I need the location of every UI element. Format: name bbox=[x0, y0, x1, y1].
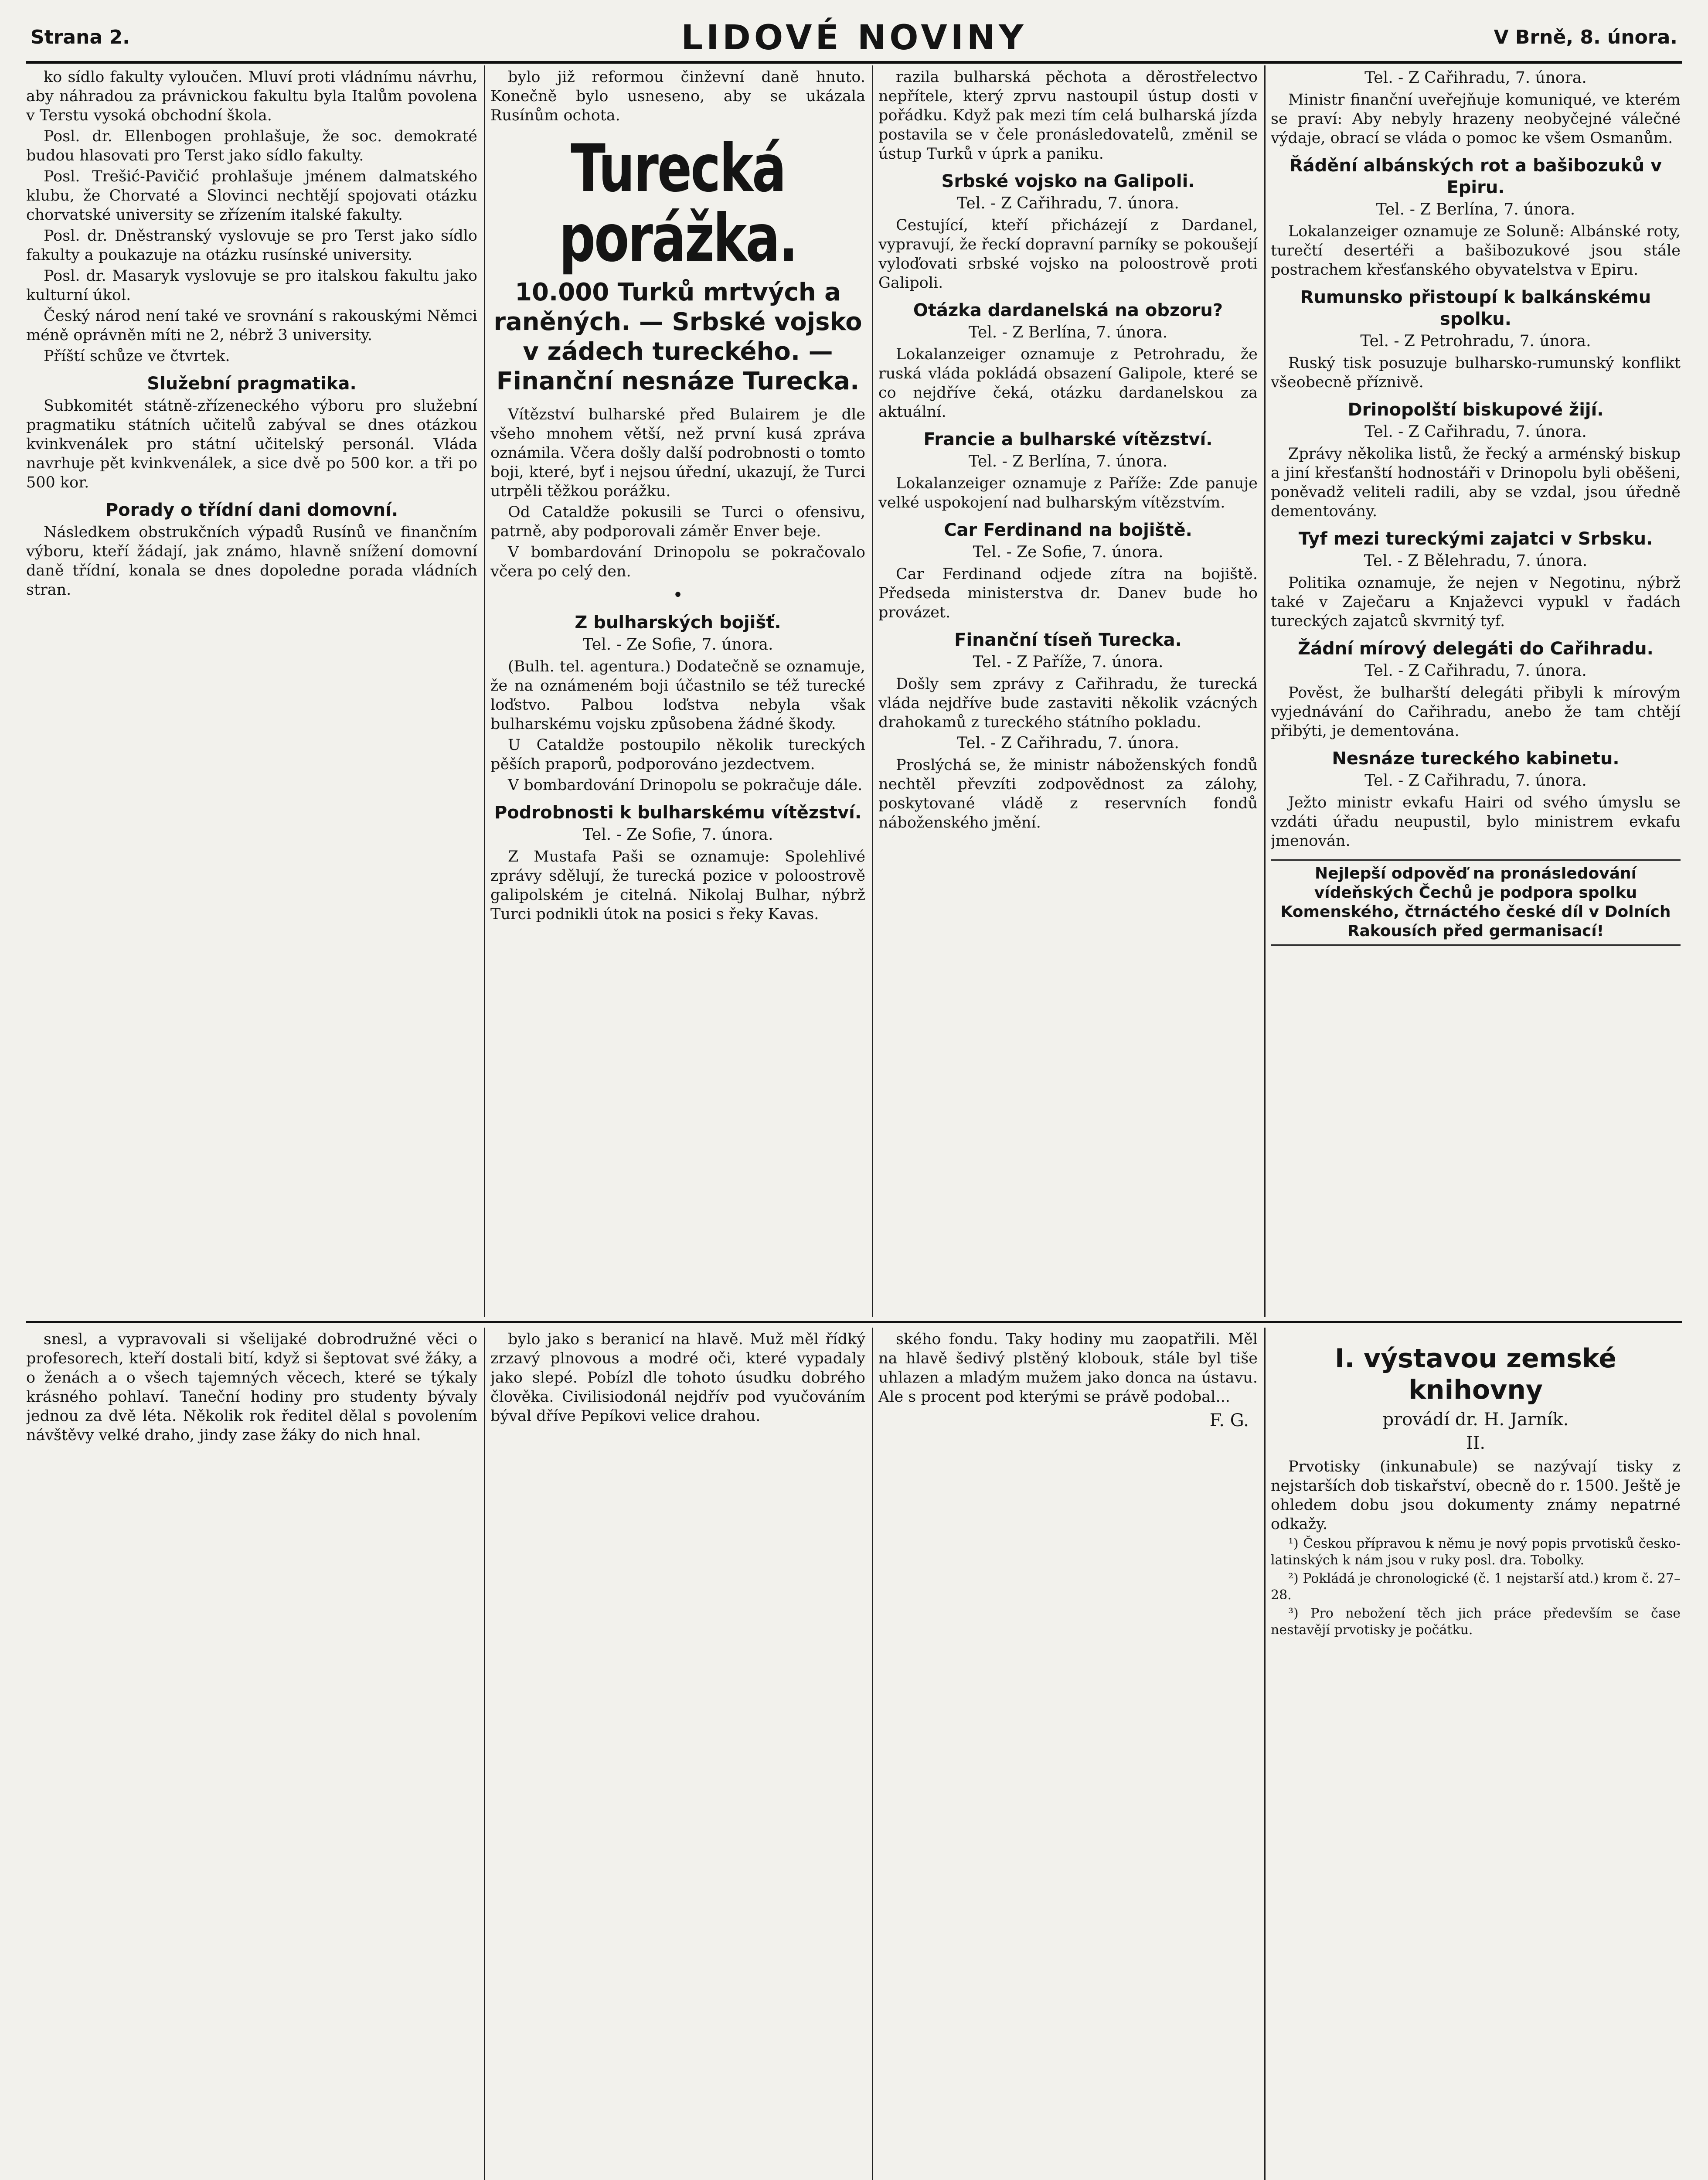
dateline: Tel. - Z Cařihradu, 7. února. bbox=[1364, 772, 1587, 790]
issue-date: V Brně, 8. února. bbox=[1494, 26, 1677, 48]
dateline: Tel. - Z Cařihradu, 7. února. bbox=[957, 194, 1179, 212]
dateline: Tel. - Z Cařihradu, 7. února. bbox=[1364, 662, 1587, 680]
paragraph: Posl. dr. Ellenbogen prohlašuje, že soc. demokraté budou hlasovati pro Terst jako sídlo fakulty. bbox=[26, 128, 477, 164]
section-heading: Otázka dardanelská na obzoru? bbox=[913, 300, 1223, 320]
paragraph: (Bulh. tel. agentura.) Dodatečně se oznamuje, že na oznámeném boji účastnilo se též turecké loďstvo. Palbou loďstva nebyla však bulharskému vojsku způsobena žádné škody. bbox=[490, 658, 865, 733]
section-heading: Z bulharských bojišť. bbox=[575, 613, 781, 633]
section-heading: Řádění albánských rot a bašibozuků v Epiru. bbox=[1289, 156, 1662, 198]
paragraph: Ježto ministr evkafu Hairi od svého úmyslu se vzdáti úřadu neupustil, bylo ministrem evkafu jmenován. bbox=[1271, 794, 1681, 850]
paragraph: Příští schůze ve čtvrtek. bbox=[44, 347, 230, 365]
paragraph: Lokalanzeiger oznamuje z Paříže: Zde panuje velké uspokojení nad bulharským vítězstvím. bbox=[878, 475, 1258, 511]
footnote: ²) Pokládá je chronologické (č. 1 nejstarší atd.) krom č. 27–28. bbox=[1271, 1571, 1681, 1603]
dateline: Tel. - Z Cařihradu, 7. února. bbox=[1364, 423, 1587, 441]
paragraph: bylo již reformou činževní daně hnuto. Konečně bylo usneseno, aby se ukázala Rusínům ochota. bbox=[490, 68, 865, 124]
dateline: Tel. - Z Berlína, 7. února. bbox=[968, 324, 1168, 341]
column-rule bbox=[872, 65, 873, 1317]
feuilleton-column-3 bbox=[878, 1330, 1258, 2180]
paragraph: Ministr finanční uveřejňuje komuniqué, ve kterém se praví: Aby nebyly hrazeny neobyčejné válečné výdaje, obrací se vláda o pomoc ke všem Osmanům. bbox=[1271, 91, 1681, 147]
paragraph: Lokalanzeiger oznamuje z Petrohradu, že ruská vláda pokládá obsazení Galipole, které se co nejdříve čeká, otázku dardanelskou za aktuální. bbox=[878, 346, 1258, 421]
section-heading: Porady o třídní dani domovní. bbox=[105, 500, 398, 520]
separator: • bbox=[673, 585, 683, 605]
paragraph: bylo jako s beranicí na hlavě. Muž měl řídký zrzavý plnovous a modré oči, které vypadaly jako slepé. Pobízl dle tohoto úsudku dobrého člověka. Civilisiodonál nejdřív pod vyučováním býval dříve Pepíkovi velice drahou. bbox=[490, 1331, 865, 1425]
section-heading: Tyf mezi tureckými zajatci v Srbsku. bbox=[1298, 529, 1653, 549]
section-heading: Nesnáze tureckého kabinetu. bbox=[1332, 749, 1620, 769]
footnote: ¹) Českou přípravou k němu je nový popis prvotisků česko-latinských k nám jsou v ruky posl. dra. Tobolky. bbox=[1271, 1536, 1681, 1568]
column-rule bbox=[484, 1328, 485, 2180]
paragraph: razila bulharská pěchota a děrostřelectvo nepřítele, který zprvu nastoupil ústup dosti v pořádku. Když pak mezi tím celá bulharská jízda postavila se v čele pronásledovatelů, změnil se ústup Turků v úprk a paniku. bbox=[878, 68, 1258, 163]
paragraph: Prvotisky (inkunabule) se nazývají tisky z nejstarších dob tiskařství, obecně do r. 1500. Ještě je ohledem dobu jsou dokumenty známy nepatrné odkažy. bbox=[1271, 1458, 1681, 1533]
dateline: Tel. - Z Paříže, 7. února. bbox=[973, 653, 1164, 671]
paragraph: Zprávy několika listů, že řecký a arménský biskup a jiní křesťanští hodnostáři v Drinopolu byli oběšeni, poněvadž veliteli radili, aby se vzdal, jsou úředně dementovány. bbox=[1271, 445, 1681, 520]
feuilleton-rule bbox=[26, 1321, 1682, 1323]
dateline: Tel. - Ze Sofie, 7. února. bbox=[582, 636, 773, 654]
feuilleton-column-4 bbox=[1271, 1330, 1681, 2180]
page-number: Strana 2. bbox=[31, 26, 130, 48]
section-heading: Podrobnosti k bulharskému vítězství. bbox=[494, 803, 862, 823]
dateline: Tel. - Z Petrohradu, 7. února. bbox=[1360, 332, 1591, 350]
paragraph: Subkomitét státně-zřízeneckého výboru pro služební pragmatiku státních učitelů zabýval se dnes otázkou kvinkvenálek pro státní učitelský personál. Vláda navrhuje pět kvinkvenálek, a sice dvě po 500 kor. a tři po 500 kor. bbox=[26, 397, 477, 491]
paragraph: snesl, a vypravovali si všelijaké dobrodružné věci o profesorech, kteří dostali bití, když si šeptovat své žáky, a o ženách a o všech tajemných věcech, které se týkaly krásného pohlaví. Taneční hodiny pro studenty bývaly jednou za dvě léta. Několik rok ředitel dělal s povolením návštěvy velké draho, jindy zase žáky do nich hnal. bbox=[26, 1331, 477, 1444]
dateline: Tel. - Z Bělehradu, 7. února. bbox=[1364, 552, 1588, 570]
section-heading: Car Ferdinand na bojiště. bbox=[944, 520, 1192, 540]
paragraph: Politika oznamuje, že nejen v Negotinu, nýbrž také v Zaječaru a Knjaževci vypukl v řadách tureckých zajatců skvrnitý tyf. bbox=[1271, 574, 1681, 630]
column-1 bbox=[26, 68, 477, 1319]
headline: Turecká porážka. bbox=[559, 131, 797, 276]
feuilleton-column-2 bbox=[490, 1330, 865, 2180]
paragraph: U Cataldže postoupilo několik tureckých pěších praporů, podporováno jezdectvem. bbox=[490, 736, 865, 773]
paragraph: Car Ferdinand odjede zítra na bojiště. Předseda ministerstva dr. Danev bude ho provázet. bbox=[878, 565, 1258, 621]
column-rule bbox=[1264, 65, 1266, 1317]
paragraph: ského fondu. Taky hodiny mu zaopatřili. Měl na hlavě šedivý plstěný klobouk, stále byl tiše uhlazen a mladým mužem jako donca na ústavu. Ale s procent pod kterými se právě podobal... bbox=[878, 1331, 1258, 1406]
paragraph: Vítězství bulharské před Bulairem je dle všeho mnohem větší, než první kusá zpráva oznámila. Včera došly další podrobnosti o tomto boji, které, byť i nejsou úřední, ukazují, že Turci utrpěli těžkou porážku. bbox=[490, 406, 865, 500]
feuilleton-column-1 bbox=[26, 1330, 477, 2180]
dateline: Tel. - Ze Sofie, 7. února. bbox=[973, 543, 1164, 561]
paragraph: Ruský tisk posuzuje bulharsko-rumunský konflikt všeobecně příznivě. bbox=[1271, 354, 1681, 391]
section-heading: Drinopolští biskupové žijí. bbox=[1347, 400, 1604, 420]
dateline: Tel. - Z Berlína, 7. února. bbox=[1376, 201, 1575, 218]
section-heading: Finanční tíseň Turecka. bbox=[954, 630, 1182, 650]
appeal-note: Nejlepší odpověď na pronásledování vídeňských Čechů je podpora spolku Komenského, čtrnáctého české díl v Dolních Rakousích před germanisací! bbox=[1271, 859, 1681, 946]
paragraph: Cestující, kteří přicházejí z Dardanel, vypravují, že řeckí dopravní parníky se pokoušejí vyloďovati srbské vojsko na poloostrově proti Galipoli. bbox=[878, 217, 1258, 292]
column-rule bbox=[484, 65, 485, 1317]
paragraph: Český národ není také ve srovnání s rakouskými Němci méně oprávněn míti ne 2, nébrž 3 university. bbox=[26, 307, 477, 344]
dateline: Tel. - Z Cařihradu, 7. února. bbox=[1364, 69, 1587, 87]
dateline: Tel. - Ze Sofie, 7. února. bbox=[582, 826, 773, 844]
dateline: Tel. - Z Cařihradu, 7. února. bbox=[957, 734, 1179, 752]
subheadline: 10.000 Turků mrtvých a raněných. — Srbské vojsko v zádech tureckého. — Finanční nesnáze Turecka. bbox=[493, 278, 862, 395]
paragraph: V bombardování Drinopolu se pokračuje dále. bbox=[508, 777, 863, 794]
section-heading: Služební pragmatika. bbox=[147, 374, 357, 394]
paragraph: Došly sem zprávy z Cařihradu, že turecká vláda nejdříve bude zastaviti několik vzácných drahokamů z tureckého státního pokladu. bbox=[878, 675, 1258, 731]
paragraph: Pověst, že bulharští delegáti přibyli k mírovým vyjednávání do Cařihradu, anebo že tam chtějí přibýti, je dementována. bbox=[1271, 684, 1681, 740]
section-heading: Francie a bulharské vítězství. bbox=[923, 429, 1213, 450]
dateline: Tel. - Z Berlína, 7. února. bbox=[968, 453, 1168, 470]
section-heading: Srbské vojsko na Galipoli. bbox=[941, 171, 1195, 191]
paragraph: ko sídlo fakulty vyloučen. Mluví proti vládnímu návrhu, aby náhradou za právnickou fakultu byla Italům povolena v Terstu vysoká obchodní škola. bbox=[26, 68, 477, 124]
section-heading: Žádní mírový delegáti do Cařihradu. bbox=[1298, 639, 1654, 659]
section-heading: Rumunsko přistoupí k balkánskému spolku. bbox=[1300, 287, 1651, 329]
column-rule bbox=[1264, 1328, 1266, 2180]
paragraph: Posl. Trešić-Pavičić prohlašuje jménem dalmatského klubu, že Chorvaté a Slovinci nechtějí spojovati otázku chorvatské university se zřízením italské fakulty. bbox=[26, 168, 477, 224]
paragraph: Proslýchá se, že ministr náboženských fondů nechtěl převzíti zodpovědnost za zálohy, poskytované vládě z reservních fondů náboženského jmění. bbox=[878, 756, 1258, 831]
column-rule bbox=[872, 1328, 873, 2180]
article-byline: provádí dr. H. Jarník. bbox=[1382, 1410, 1569, 1430]
author-signature: F. G. bbox=[1209, 1410, 1249, 1431]
paragraph: Posl. dr. Dněstranský vyslovuje se pro Terst jako sídlo fakulty a poukazuje na otázku rusínské university. bbox=[26, 227, 477, 264]
paragraph: V bombardování Drinopolu se pokračovalo včera po celý den. bbox=[490, 544, 865, 580]
newspaper-title: LIDOVÉ NOVINY bbox=[681, 18, 1027, 58]
paragraph: Z Mustafa Paši se oznamuje: Spolehlivé zprávy sdělují, že turecká pozice v poloostrově galipolském je citelná. Nikolaj Bulhar, nýbrž Turci podnikli útok na posici s řeky Kavas. bbox=[490, 848, 865, 923]
footnote: ³) Pro nebožení těch jich práce především se čase nestavějí prvotisky je počátku. bbox=[1271, 1606, 1681, 1638]
column-4 bbox=[1271, 68, 1681, 1319]
paragraph: Od Cataldže pokusili se Turci o ofensivu, patrně, aby podporovali záměr Enver beje. bbox=[490, 504, 865, 540]
paragraph: Lokalanzeiger oznamuje ze Soluně: Albánské roty, turečtí desertéři a bašibozukové jsou stále postrachem křesťanského obyvatelstva v Epiru. bbox=[1271, 223, 1681, 279]
column-3 bbox=[878, 68, 1258, 1319]
paragraph: Posl. dr. Masaryk vyslovuje se pro italskou fakultu jako kulturní úkol. bbox=[26, 267, 477, 304]
paragraph: Následkem obstrukčních výpadů Rusínů ve finančním výboru, kteří žádají, jak známo, hlavně snížení domovní daně třídní, konala se dnes dopoledne porada vládních stran. bbox=[26, 524, 477, 599]
masthead bbox=[26, 13, 1682, 64]
column-2 bbox=[490, 68, 865, 1319]
article-title: I. výstavou zemské knihovny bbox=[1335, 1343, 1616, 1405]
newspaper-page bbox=[17, 13, 1691, 2180]
article-part-number: II. bbox=[1466, 1433, 1486, 1453]
